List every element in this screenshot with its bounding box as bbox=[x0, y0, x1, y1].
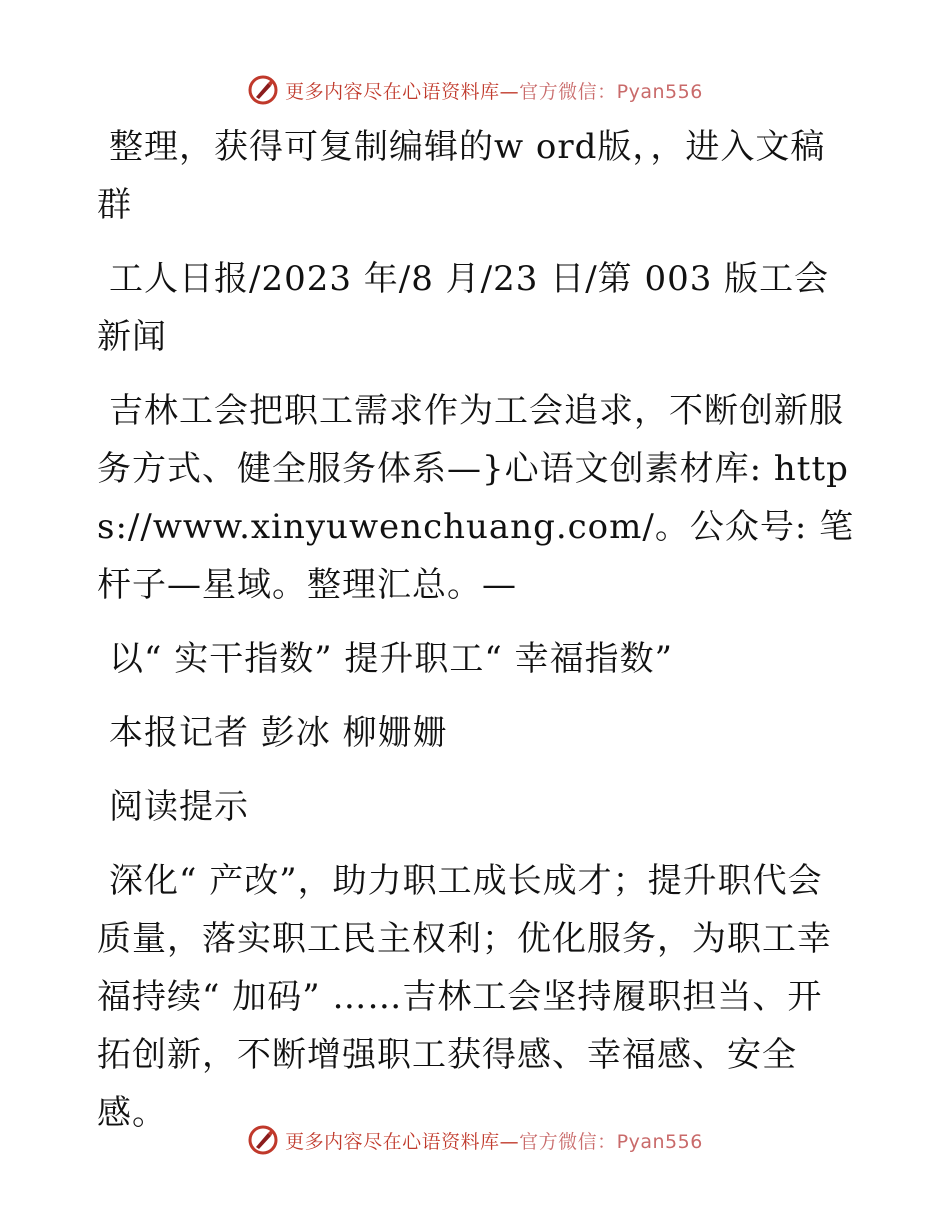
paragraph-intro: 整理，获得可复制编辑的w ord版，，进入文稿群 bbox=[97, 127, 826, 225]
watermark-banner-bottom bbox=[0, 1120, 950, 1160]
document-body bbox=[97, 118, 857, 1158]
paragraph-source: 工人日报/2023 年/8 月/23 日/第 003 版工会新闻 bbox=[97, 259, 830, 357]
paragraph-summary: 深化“ 产改”，助力职工成长成才；提升职代会质量，落实职工民主权利；优化服务，为职工幸福持续“ 加码” ……吉林工会坚持履职担当、开拓创新，不断增强职工获得感、幸福感、安全感。 bbox=[97, 861, 832, 1133]
watermark-text: 更多内容尽在心语资料库—官方微信：Pyan556 bbox=[285, 80, 703, 103]
paragraph-reading-tip: 阅读提示 bbox=[109, 787, 249, 827]
paragraph-title: 以“ 实干指数” 提升职工“ 幸福指数” bbox=[109, 639, 673, 679]
paragraph-headline: 吉林工会把职工需求作为工会追求，不断创新服务方式、健全服务体系—}心语文创素材库: https://www.xinyuwenchuang.com/。公众号: 笔杆子—星域。整理汇总。— bbox=[97, 391, 855, 605]
pen-logo-icon bbox=[247, 74, 279, 106]
watermark-banner-top bbox=[0, 70, 950, 110]
watermark-text: 更多内容尽在心语资料库—官方微信：Pyan556 bbox=[285, 1130, 703, 1153]
paragraph-byline: 本报记者 彭冰 柳姗姗 bbox=[109, 713, 448, 753]
pen-logo-icon bbox=[247, 1124, 279, 1156]
